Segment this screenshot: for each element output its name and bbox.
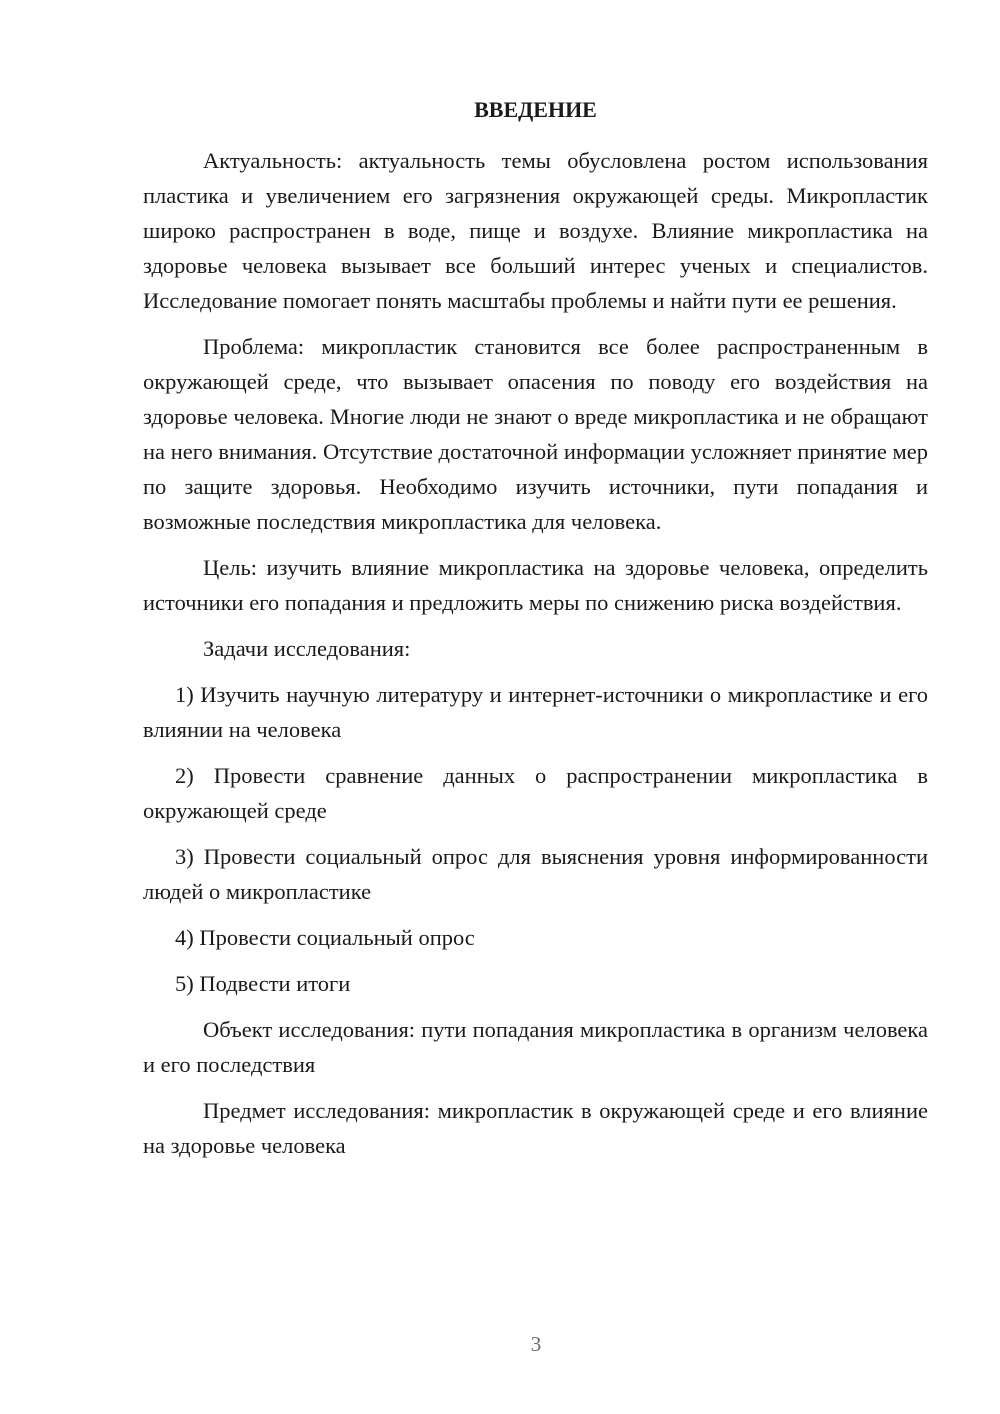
task-item-2: 2) Провести сравнение данных о распространении микропластика в окружающей среде [143,763,928,823]
page-number: 3 [530,1332,542,1356]
document-body [143,92,928,1174]
subject-paragraph: Предмет исследования: микропластик в окружающей среде и его влияние на здоровье человека [143,1098,928,1158]
task-item-3: 3) Провести социальный опрос для выяснения уровня информированности людей о микропластике [143,844,928,904]
goal-paragraph: Цель: изучить влияние микропластика на здоровье человека, определить источники его попадания и предложить меры по снижению риска воздействия. [143,555,928,615]
task-item-1: 1) Изучить научную литературу и интернет-источники о микропластике и его влиянии на человека [143,682,928,742]
tasks-heading: Задачи исследования: [203,636,411,661]
object-paragraph: Объект исследования: пути попадания микропластика в организм человека и его последствия [143,1017,928,1077]
task-item-4: 4) Провести социальный опрос [175,925,475,950]
task-item-5: 5) Подвести итоги [175,971,351,996]
problem-paragraph: Проблема: микропластик становится все более распространенным в окружающей среде, что вызывает опасения по поводу его воздействия на здоровье человека. Многие люди не знают о вреде микропластика и не обращают на него внимания. Отсутствие достаточной информации усложняет принятие мер по защите здоровья. Необходимо изучить источники, пути попадания и возможные последствия микропластика для человека. [143,334,928,534]
relevance-paragraph: Актуальность: актуальность темы обусловлена ростом использования пластика и увеличением его загрязнения окружающей среды. Микропластик широко распространен в воде, пище и воздухе. Влияние микропластика на здоровье человека вызывает все больший интерес ученых и специалистов. Исследование помогает понять масштабы проблемы и найти пути ее решения. [143,148,928,313]
tasks-list [143,677,928,1001]
page-title: ВВЕДЕНИЕ [474,97,597,122]
